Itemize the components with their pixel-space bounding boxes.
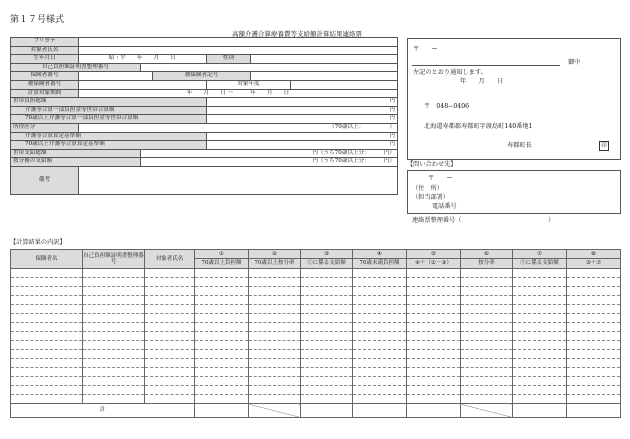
table-cell[interactable] <box>195 323 249 332</box>
table-cell[interactable] <box>353 350 407 359</box>
table-cell[interactable] <box>11 278 83 287</box>
household-total-field[interactable]: 円 <box>207 98 398 107</box>
table-row <box>11 359 621 368</box>
table-cell[interactable] <box>567 341 621 350</box>
total-cell-8[interactable] <box>567 404 621 418</box>
col-label-1: 70歳以上負担額 <box>195 259 249 269</box>
table-cell[interactable] <box>513 323 567 332</box>
col-cert-number: 自己負担額証明書整理番号 <box>83 250 145 269</box>
sender-name: 寿都町長 <box>507 142 532 149</box>
insured-number-field[interactable] <box>79 80 207 89</box>
table-cell[interactable] <box>301 332 353 341</box>
table-cell[interactable] <box>83 341 145 350</box>
table-cell[interactable] <box>83 314 145 323</box>
furigana-label: フリガナ <box>11 38 79 47</box>
table-cell[interactable] <box>513 386 567 395</box>
table-cell[interactable] <box>83 377 145 386</box>
table-row <box>11 386 621 395</box>
insurer-no-label: 保険者番号 <box>11 72 79 81</box>
table-cell[interactable] <box>301 305 353 314</box>
period-label: 計算対象期間 <box>11 89 79 98</box>
results-table <box>10 249 621 418</box>
table-cell[interactable] <box>145 368 195 377</box>
table-cell[interactable] <box>567 395 621 404</box>
col-label-4: 70歳未満負担額 <box>353 259 407 269</box>
dob-field[interactable]: 昭・平 年 月 日 <box>79 55 207 64</box>
table-cell[interactable] <box>145 350 195 359</box>
table-cell[interactable] <box>195 377 249 386</box>
table-cell[interactable] <box>83 278 145 287</box>
table-cell[interactable] <box>83 395 145 404</box>
table-cell[interactable] <box>301 287 353 296</box>
table-cell[interactable] <box>83 323 145 332</box>
table-cell[interactable] <box>567 278 621 287</box>
care-standard-field[interactable]: 円 <box>207 132 398 141</box>
table-cell[interactable] <box>461 359 513 368</box>
table-cell[interactable] <box>249 305 301 314</box>
table-cell[interactable] <box>249 368 301 377</box>
table-cell[interactable] <box>461 368 513 377</box>
table-cell[interactable] <box>195 287 249 296</box>
seal-mark: 印 <box>599 141 609 151</box>
table-row <box>11 314 621 323</box>
table-cell[interactable] <box>461 314 513 323</box>
inquiry-dept: （担当部署） <box>412 194 450 201</box>
table-cell[interactable] <box>249 287 301 296</box>
results-header-row <box>11 250 621 259</box>
over70-combined-label: 70歳以上介護等合算一部負担金等世帯合算額 <box>11 115 207 124</box>
insured-symbol-field[interactable] <box>251 72 398 81</box>
table-cell[interactable] <box>301 377 353 386</box>
table-cell[interactable] <box>301 386 353 395</box>
table-cell[interactable] <box>513 269 567 278</box>
remarks-field[interactable] <box>79 166 398 194</box>
table-cell[interactable] <box>249 386 301 395</box>
table-cell[interactable] <box>461 341 513 350</box>
table-cell[interactable] <box>461 395 513 404</box>
notice-date: 年 月 日 <box>460 78 504 85</box>
table-cell[interactable] <box>11 332 83 341</box>
table-cell[interactable] <box>301 350 353 359</box>
recipient-line <box>412 65 560 66</box>
table-row <box>11 341 621 350</box>
table-cell[interactable] <box>353 368 407 377</box>
table-cell[interactable] <box>195 278 249 287</box>
col-num-5: ⑤ <box>407 250 461 259</box>
table-cell[interactable] <box>461 278 513 287</box>
over70-standard-label: 70歳以上介護等合算算定基準額 <box>11 141 207 150</box>
cert-no-label: 自己負担額証明書整理番号 <box>11 63 141 72</box>
table-cell[interactable] <box>195 314 249 323</box>
table-cell[interactable] <box>145 395 195 404</box>
col-num-8: ⑧ <box>567 250 621 259</box>
table-cell[interactable] <box>145 269 195 278</box>
table-cell[interactable] <box>461 377 513 386</box>
table-cell[interactable] <box>11 359 83 368</box>
total-cell-1[interactable] <box>195 404 249 418</box>
table-cell[interactable] <box>461 386 513 395</box>
table-cell[interactable] <box>83 332 145 341</box>
table-cell[interactable] <box>353 296 407 305</box>
table-cell[interactable] <box>83 287 145 296</box>
table-cell[interactable] <box>145 386 195 395</box>
total-cell-2-slashed <box>249 404 301 418</box>
col-num-2: ② <box>249 250 301 259</box>
table-row <box>11 305 621 314</box>
table-cell[interactable] <box>513 278 567 287</box>
sender-address: 北海道寿都郡寿都町字渡島町140番地1 <box>424 123 533 130</box>
table-cell[interactable] <box>353 377 407 386</box>
table-cell[interactable] <box>249 350 301 359</box>
table-cell[interactable] <box>249 395 301 404</box>
table-cell[interactable] <box>513 368 567 377</box>
table-cell[interactable] <box>11 287 83 296</box>
table-cell[interactable] <box>195 350 249 359</box>
table-row <box>11 296 621 305</box>
notice-message: 左記のとおり通知します。 <box>413 69 487 76</box>
table-cell[interactable] <box>407 332 461 341</box>
table-cell[interactable] <box>513 377 567 386</box>
total-cell-4[interactable] <box>353 404 407 418</box>
table-cell[interactable] <box>513 395 567 404</box>
table-cell[interactable] <box>195 269 249 278</box>
table-cell[interactable] <box>407 269 461 278</box>
table-cell[interactable] <box>145 296 195 305</box>
household-total-label: 世帯負担総額 <box>11 98 207 107</box>
table-cell[interactable] <box>249 359 301 368</box>
table-cell[interactable] <box>249 377 301 386</box>
table-cell[interactable] <box>11 350 83 359</box>
table-cell[interactable] <box>11 269 83 278</box>
table-cell[interactable] <box>301 296 353 305</box>
total-cell-7[interactable] <box>513 404 567 418</box>
table-cell[interactable] <box>407 296 461 305</box>
table-row <box>11 395 621 404</box>
col-label-8: ③＋⑦ <box>567 259 621 269</box>
table-cell[interactable] <box>513 314 567 323</box>
care-combined-field[interactable]: 円 <box>207 106 398 115</box>
inquiry-postal: 〒 ー <box>428 175 453 182</box>
table-cell[interactable] <box>145 314 195 323</box>
table-cell[interactable] <box>11 368 83 377</box>
table-cell[interactable] <box>353 359 407 368</box>
col-num-7: ⑦ <box>513 250 567 259</box>
table-cell[interactable] <box>83 305 145 314</box>
table-cell[interactable] <box>145 341 195 350</box>
table-cell[interactable] <box>567 359 621 368</box>
table-cell[interactable] <box>461 305 513 314</box>
table-cell[interactable] <box>83 269 145 278</box>
table-cell[interactable] <box>353 305 407 314</box>
table-cell[interactable] <box>567 332 621 341</box>
table-cell[interactable] <box>513 296 567 305</box>
col-label-3: ①に係る支給額 <box>301 259 353 269</box>
table-cell[interactable] <box>407 314 461 323</box>
name-label: 対象者氏名 <box>11 46 79 55</box>
table-cell[interactable] <box>513 341 567 350</box>
table-row <box>11 332 621 341</box>
table-cell[interactable] <box>301 314 353 323</box>
table-cell[interactable] <box>461 296 513 305</box>
col-num-1: ① <box>195 250 249 259</box>
col-num-3: ③ <box>301 250 353 259</box>
income-label: 所得区分 <box>11 123 79 132</box>
table-cell[interactable] <box>407 368 461 377</box>
post-distribution-field[interactable]: 円（うち70歳以上分： 円） <box>141 158 398 167</box>
table-cell[interactable] <box>353 395 407 404</box>
sex-label: 性別 <box>207 55 251 64</box>
table-cell[interactable] <box>461 350 513 359</box>
table-cell[interactable] <box>567 368 621 377</box>
recipient-postal: 〒 ー <box>413 46 438 53</box>
table-cell[interactable] <box>513 287 567 296</box>
over70-combined-field[interactable]: 円 <box>207 115 398 124</box>
table-cell[interactable] <box>513 350 567 359</box>
total-label: 計 <box>11 404 195 418</box>
table-cell[interactable] <box>567 269 621 278</box>
table-cell[interactable] <box>11 395 83 404</box>
table-cell[interactable] <box>145 278 195 287</box>
table-cell[interactable] <box>513 359 567 368</box>
table-row <box>11 377 621 386</box>
table-cell[interactable] <box>301 278 353 287</box>
table-cell[interactable] <box>353 341 407 350</box>
results-heading: 【計算結果の内訳】 <box>10 239 66 246</box>
table-cell[interactable] <box>407 350 461 359</box>
insurer-no-field[interactable] <box>79 72 153 81</box>
table-cell[interactable] <box>249 278 301 287</box>
inquiry-phone: 電話番号 <box>432 203 457 210</box>
col-label-2: 70歳以上按分率 <box>249 259 301 269</box>
col-insurer-name: 保険者名 <box>11 250 83 269</box>
table-cell[interactable] <box>301 368 353 377</box>
over70-standard-field[interactable]: 円 <box>207 141 398 150</box>
document-title: 高額介護合算療養費等支給額計算結果連絡票 <box>232 30 362 38</box>
table-cell[interactable] <box>83 359 145 368</box>
table-cell[interactable] <box>567 386 621 395</box>
table-cell[interactable] <box>249 341 301 350</box>
honorific: 御中 <box>568 59 581 66</box>
table-cell[interactable] <box>83 296 145 305</box>
col-label-5: ④＋（①－③） <box>407 259 461 269</box>
table-cell[interactable] <box>83 368 145 377</box>
inquiry-heading: 【問い合わせ先】 <box>407 161 457 168</box>
table-cell[interactable] <box>407 305 461 314</box>
total-cell-6-slashed <box>461 404 513 418</box>
table-row <box>11 287 621 296</box>
table-cell[interactable] <box>249 323 301 332</box>
col-target-name: 対象者氏名 <box>145 250 195 269</box>
table-cell[interactable] <box>353 323 407 332</box>
table-cell[interactable] <box>513 332 567 341</box>
table-cell[interactable] <box>145 323 195 332</box>
table-cell[interactable] <box>195 296 249 305</box>
table-cell[interactable] <box>195 368 249 377</box>
table-cell[interactable] <box>567 350 621 359</box>
table-cell[interactable] <box>353 269 407 278</box>
results-body <box>11 269 621 404</box>
col-num-4: ④ <box>353 250 407 259</box>
total-cell-5[interactable] <box>407 404 461 418</box>
table-cell[interactable] <box>407 341 461 350</box>
table-cell[interactable] <box>567 296 621 305</box>
table-cell[interactable] <box>195 341 249 350</box>
table-cell[interactable] <box>407 386 461 395</box>
table-row <box>11 278 621 287</box>
table-cell[interactable] <box>407 359 461 368</box>
table-cell[interactable] <box>407 395 461 404</box>
table-cell[interactable] <box>407 287 461 296</box>
table-cell[interactable] <box>195 359 249 368</box>
table-cell[interactable] <box>301 359 353 368</box>
table-cell[interactable] <box>567 377 621 386</box>
table-cell[interactable] <box>567 305 621 314</box>
table-cell[interactable] <box>567 314 621 323</box>
table-cell[interactable] <box>461 287 513 296</box>
household-payment-field[interactable]: 円（うち70歳以上分： 円） <box>141 149 398 158</box>
sex-field[interactable] <box>251 55 398 64</box>
contact-number: 連絡票整理番号（ ） <box>412 217 555 224</box>
dob-label: 生年月日 <box>11 55 79 64</box>
table-row <box>11 350 621 359</box>
table-cell[interactable] <box>83 386 145 395</box>
care-standard-label: 介護等合算算定基準額 <box>11 132 207 141</box>
target-year-field[interactable] <box>291 80 398 89</box>
remarks-label: 備考 <box>11 166 79 194</box>
table-cell[interactable] <box>145 377 195 386</box>
inquiry-address: （住 所） <box>412 185 443 192</box>
table-cell[interactable] <box>513 305 567 314</box>
table-cell[interactable] <box>353 332 407 341</box>
table-cell[interactable] <box>249 332 301 341</box>
table-cell[interactable] <box>249 269 301 278</box>
col-label-6: 按分率 <box>461 259 513 269</box>
table-cell[interactable] <box>567 287 621 296</box>
insured-number-label: 被保険者番号 <box>11 80 79 89</box>
table-cell[interactable] <box>353 386 407 395</box>
table-cell[interactable] <box>301 269 353 278</box>
table-cell[interactable] <box>11 341 83 350</box>
applicant-form <box>10 37 398 195</box>
table-cell[interactable] <box>11 296 83 305</box>
table-cell[interactable] <box>461 323 513 332</box>
table-cell[interactable] <box>407 323 461 332</box>
table-cell[interactable] <box>353 314 407 323</box>
household-payment-label: 世帯支給総額 <box>11 149 141 158</box>
table-cell[interactable] <box>11 314 83 323</box>
post-distribution-label: 按分後の支給額 <box>11 158 141 167</box>
income-field[interactable]: （70歳以上： ） <box>79 123 398 132</box>
form-number: 第１７号様式 <box>10 15 65 25</box>
name-field[interactable] <box>79 46 398 55</box>
table-cell[interactable] <box>11 305 83 314</box>
total-cell-3[interactable] <box>301 404 353 418</box>
table-cell[interactable] <box>461 269 513 278</box>
table-cell[interactable] <box>145 287 195 296</box>
sender-postal: 〒 048−0406 <box>424 103 470 110</box>
table-cell[interactable] <box>461 332 513 341</box>
table-cell[interactable] <box>353 278 407 287</box>
table-cell[interactable] <box>301 341 353 350</box>
table-cell[interactable] <box>249 296 301 305</box>
table-row <box>11 323 621 332</box>
col-label-7: ⑤に係る支給額 <box>513 259 567 269</box>
table-cell[interactable] <box>567 323 621 332</box>
table-cell[interactable] <box>195 332 249 341</box>
col-num-6: ⑥ <box>461 250 513 259</box>
table-cell[interactable] <box>11 386 83 395</box>
table-cell[interactable] <box>83 350 145 359</box>
table-cell[interactable] <box>407 377 461 386</box>
total-row <box>11 404 621 418</box>
furigana-field[interactable] <box>79 38 398 47</box>
table-cell[interactable] <box>195 386 249 395</box>
table-cell[interactable] <box>301 395 353 404</box>
care-combined-label: 介護等合算一部負担金等世帯合算額 <box>11 106 207 115</box>
target-year-label: 対象年度 <box>207 80 291 89</box>
table-cell[interactable] <box>301 323 353 332</box>
table-row <box>11 368 621 377</box>
cert-no-field[interactable] <box>141 63 398 72</box>
period-field[interactable]: 年 月 日 ～ 年 月 日 <box>79 89 398 98</box>
table-cell[interactable] <box>353 287 407 296</box>
table-cell[interactable] <box>145 305 195 314</box>
table-cell[interactable] <box>195 305 249 314</box>
table-cell[interactable] <box>11 323 83 332</box>
table-cell[interactable] <box>11 377 83 386</box>
table-row <box>11 269 621 278</box>
table-cell[interactable] <box>145 332 195 341</box>
table-cell[interactable] <box>249 314 301 323</box>
table-cell[interactable] <box>407 278 461 287</box>
table-cell[interactable] <box>145 359 195 368</box>
table-cell[interactable] <box>195 395 249 404</box>
insured-symbol-label: 被保険者記号 <box>153 72 251 81</box>
